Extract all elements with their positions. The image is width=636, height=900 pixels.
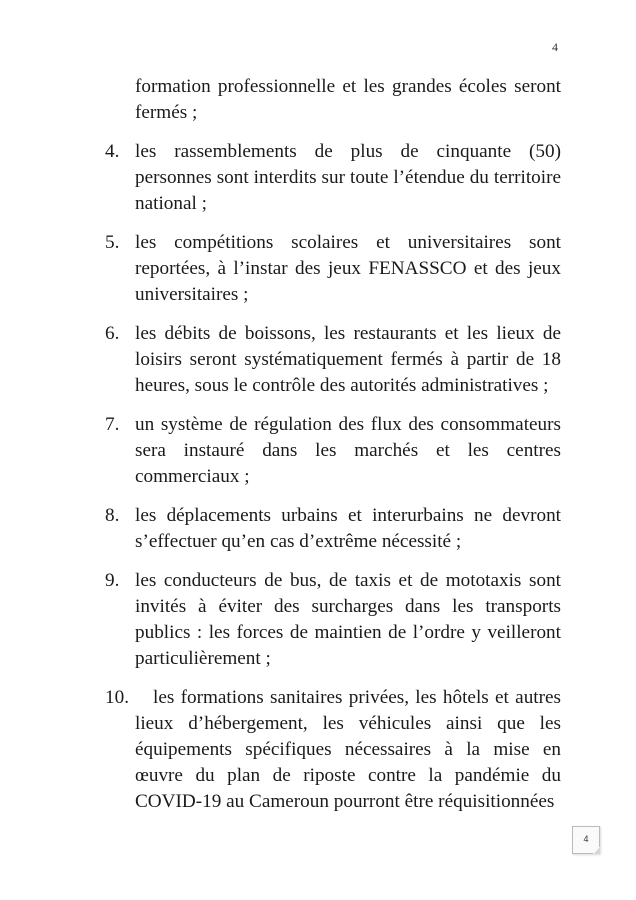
list-item: [105, 321, 561, 399]
list-item-text: les formations sanitaires privées, les hôtels et autres lieux d’hébergement, les véhicules ainsi que les équipements spécifiques nécessaires à la mise en œuvre du plan de riposte contre la pandémie du COVID-19 au Cameroun pourront être réquisitionnées: [135, 687, 561, 812]
list-item-text: les rassemblements de plus de cinquante (50) personnes sont interdits sur toute l’étendue du territoire national ;: [135, 141, 561, 214]
list-item-number: 4.: [105, 141, 120, 162]
list-item-number: 9.: [105, 570, 120, 591]
list-item: [105, 685, 561, 815]
list-item-text: les déplacements urbains et interurbains ne devront s’effectuer qu’en cas d’extrême nécessité ;: [135, 505, 561, 552]
list-item: [105, 412, 561, 490]
list-item-text: les compétitions scolaires et universitaires sont reportées, à l’instar des jeux FENASSCO et des jeux universitaires ;: [135, 232, 561, 305]
list-item-text: un système de régulation des flux des consommateurs sera instauré dans les marchés et les centres commerciaux ;: [135, 414, 561, 487]
list-item-text: les conducteurs de bus, de taxis et de mototaxis sont invités à éviter des surcharges dans les transports publics : les forces de maintien de l’ordre y veilleront particulièrement ;: [135, 570, 561, 669]
measures-list: [105, 139, 561, 815]
list-item-number: 6.: [105, 323, 120, 344]
document-body: [105, 74, 561, 828]
list-item-number: 8.: [105, 505, 120, 526]
list-item-number: 10.: [105, 687, 129, 708]
list-item: [105, 568, 561, 672]
page-number-box: 4: [572, 826, 600, 854]
list-item-text: les débits de boissons, les restaurants et les lieux de loisirs seront systématiquement fermés à partir de 18 heures, sous le contrôle des autorités administratives ;: [135, 323, 561, 396]
list-item: [105, 139, 561, 217]
list-item: [105, 230, 561, 308]
list-item: [105, 503, 561, 555]
page-number: 4: [552, 40, 558, 54]
continued-paragraph: formation professionnelle et les grandes écoles seront fermés ;: [135, 76, 561, 123]
list-item-number: 5.: [105, 232, 120, 253]
list-item-number: 7.: [105, 414, 120, 435]
